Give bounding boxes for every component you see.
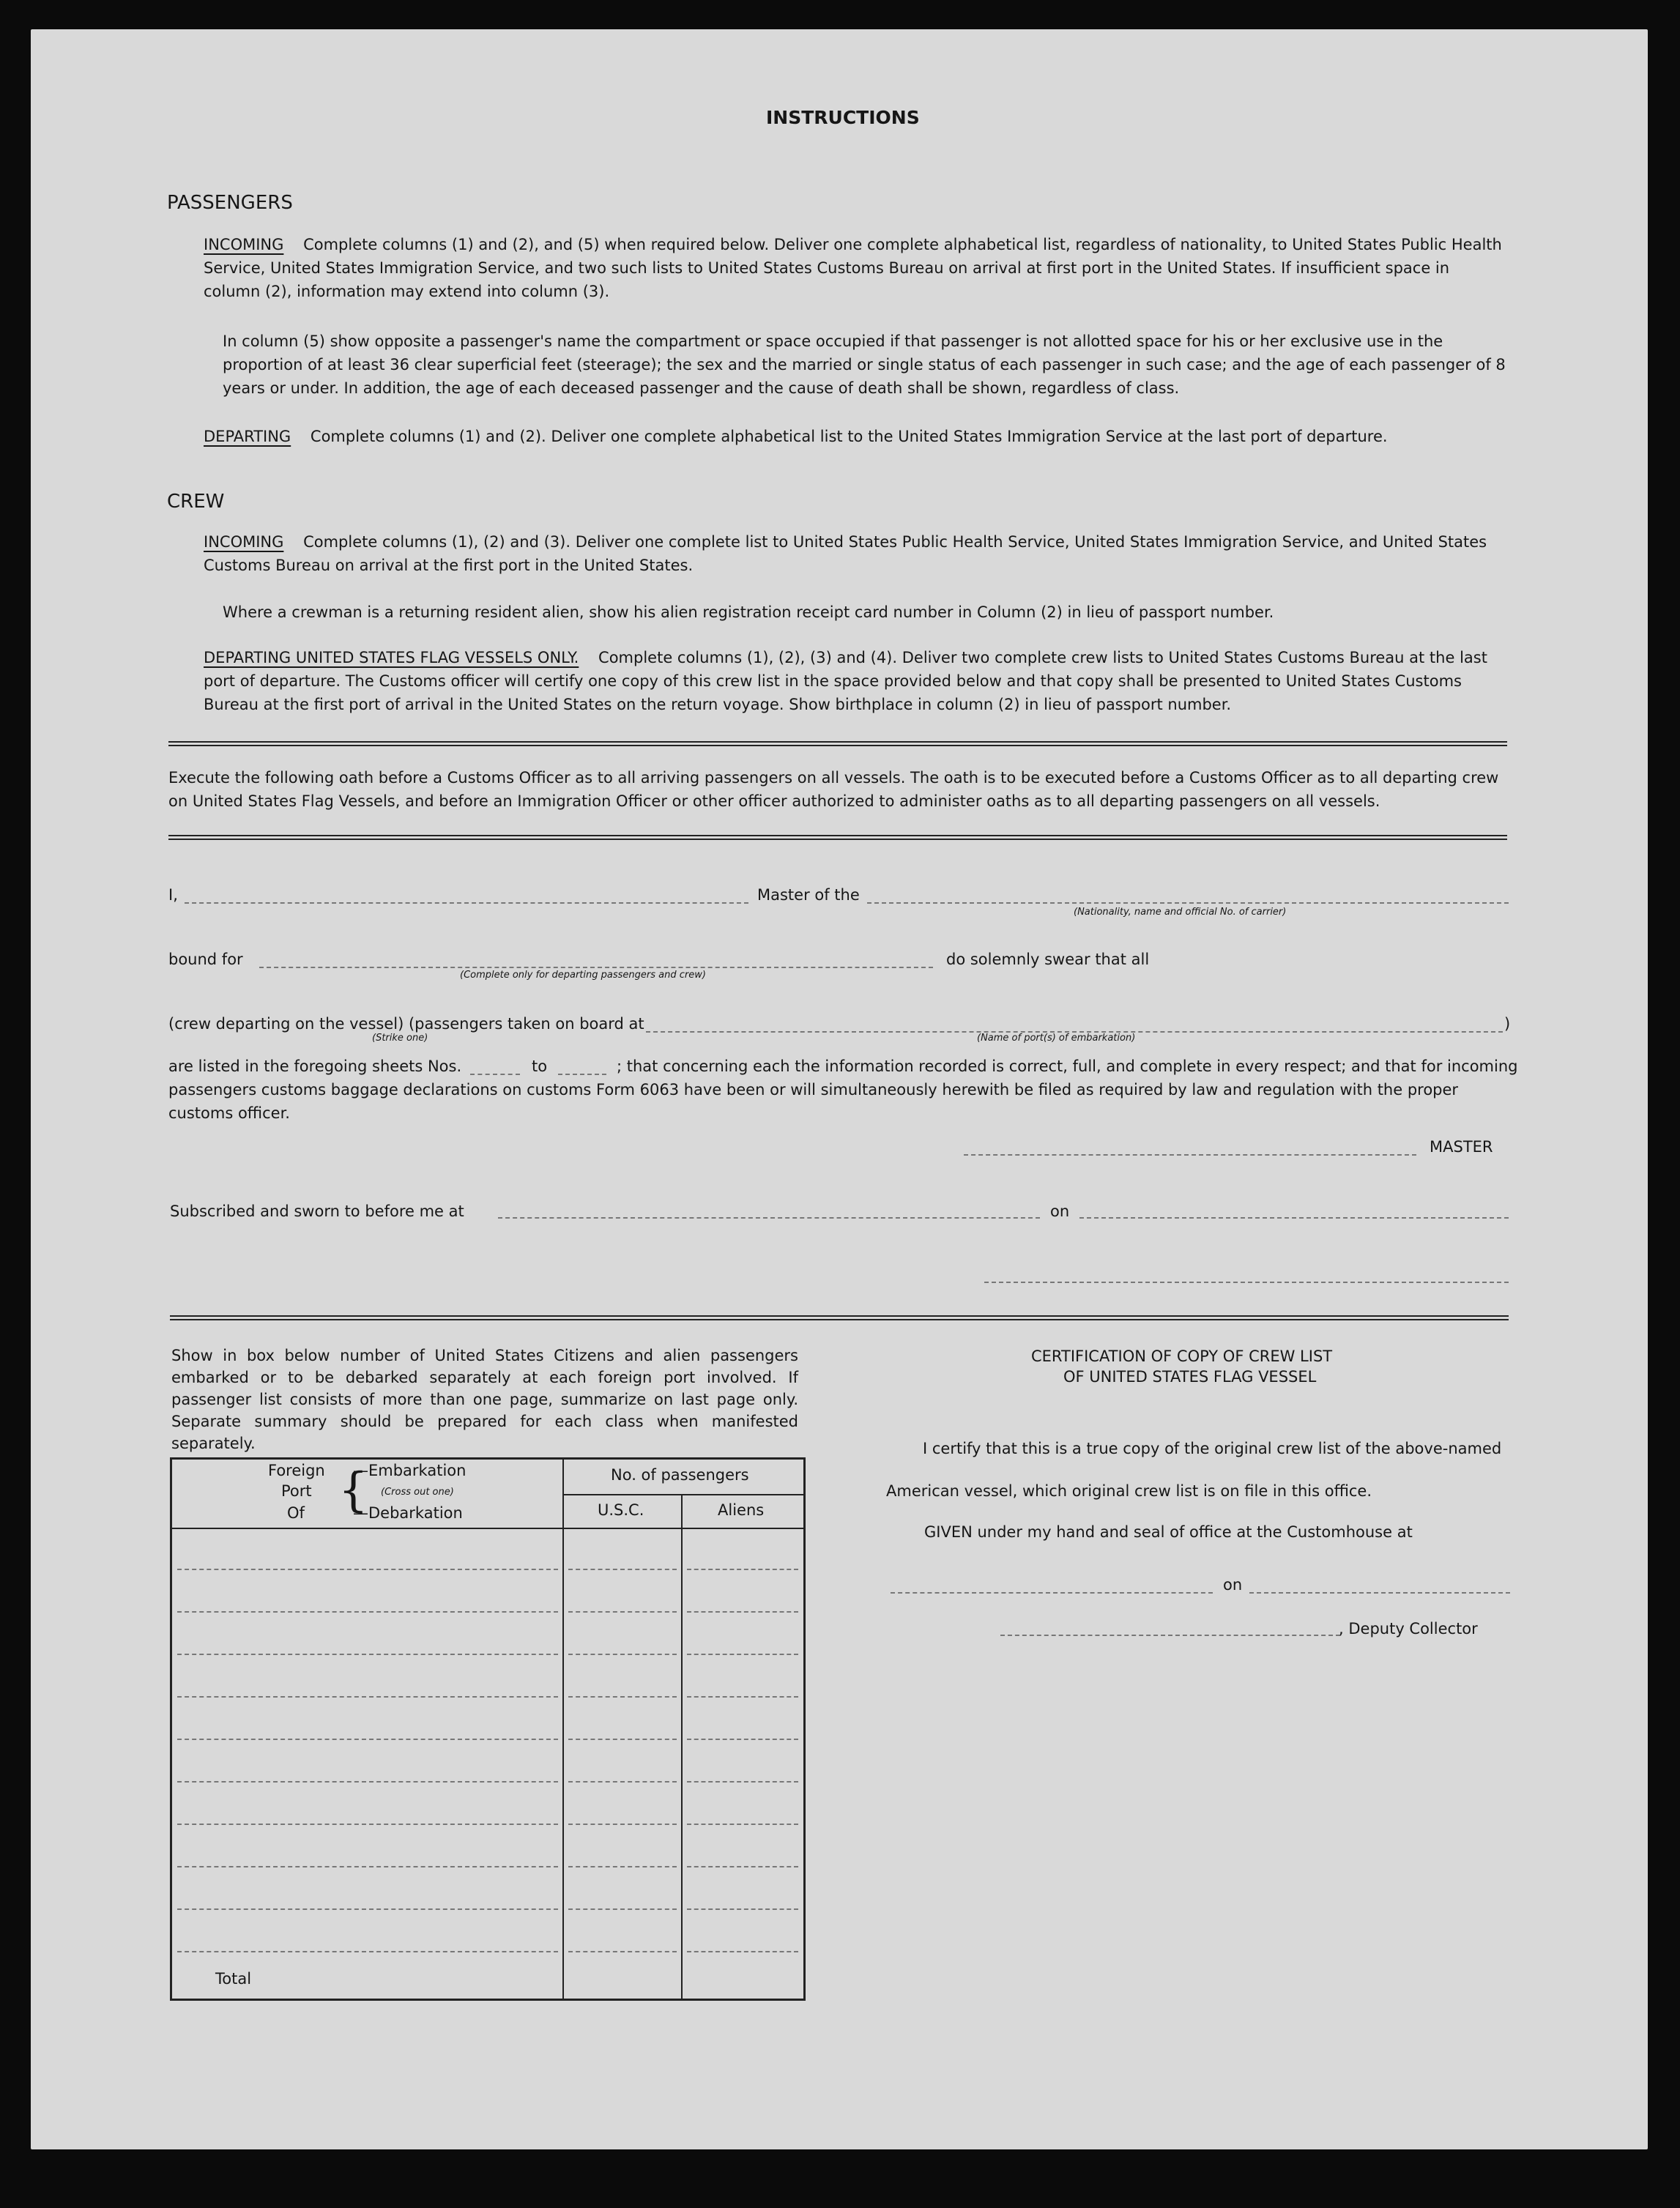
table-row-port-field[interactable] [177, 1569, 558, 1570]
divider-3 [170, 1315, 1509, 1320]
certification-line-2: American vessel, which original crew list is on file in this office. [886, 1482, 1372, 1500]
complete-note: (Complete only for departing passengers and crew) [460, 970, 706, 981]
listed-text-a: are listed in the foregoing sheets Nos. [168, 1057, 462, 1075]
sheet-to-field[interactable] [558, 1074, 606, 1075]
table-row-aliens-field[interactable] [687, 1569, 798, 1570]
table-row-aliens-field[interactable] [687, 1951, 798, 1952]
bound-for-field[interactable] [259, 967, 933, 968]
oath-i-label: I, [168, 886, 178, 904]
master-name-field[interactable] [185, 902, 748, 904]
table-row-usc-field[interactable] [568, 1654, 677, 1655]
table-embarkation: —Embarkation [353, 1462, 467, 1479]
customhouse-field[interactable] [891, 1592, 1213, 1594]
crew-incoming-paragraph [204, 530, 1507, 577]
table-row-aliens-field[interactable] [687, 1781, 798, 1783]
table-row-port-field[interactable] [177, 1781, 558, 1783]
table-row-aliens-field[interactable] [687, 1866, 798, 1867]
table-row-port-field[interactable] [177, 1611, 558, 1613]
table-row-aliens-field[interactable] [687, 1696, 798, 1698]
table-debarkation: —Debarkation [353, 1504, 463, 1522]
listed-text-b: ; that concerning each the information recorded is correct, full, and complete in every respect; and that for incoming [617, 1057, 1518, 1075]
table-row-port-field[interactable] [177, 1824, 558, 1825]
divider-2 [168, 835, 1507, 840]
crew-departing-paragraph [204, 646, 1507, 716]
passengers-departing-text: Complete columns (1) and (2). Deliver one complete alphabetical list to the United States Immigration Service at the last port of departure. [310, 428, 1388, 445]
officer-signature-field[interactable] [984, 1282, 1509, 1283]
table-row-usc-field[interactable] [568, 1696, 677, 1698]
deputy-signature-field[interactable] [1000, 1635, 1340, 1636]
table-cross-out: (Cross out one) [381, 1487, 454, 1498]
table-row-port-field[interactable] [177, 1908, 558, 1910]
table-row-usc-field[interactable] [568, 1824, 677, 1825]
listed-text-c: passengers customs baggage declarations on customs Form 6063 have been or will simultaneously herewith be filed as required by law and regulation with the proper customs officer. [168, 1081, 1459, 1122]
table-header-split [562, 1494, 803, 1495]
passengers-departing-paragraph [204, 425, 1507, 448]
certification-line-3: GIVEN under my hand and seal of office at the Customhouse at [924, 1523, 1413, 1541]
table-row-usc-field[interactable] [568, 1569, 677, 1570]
table-row-usc-field[interactable] [568, 1866, 677, 1867]
certification-title-1: CERTIFICATION OF COPY OF CREW LIST [1031, 1348, 1333, 1365]
crew-departing-text: Complete columns (1), (2), (3) and (4). Deliver two complete crew lists to United States Customs Bureau at the last port of departure. The Customs officer will certify one copy of this crew list in the space provided below and that copy shall be presented to United States Customs Bureau at the first port of arrival in the United States on the return voyage. Show birthplace in column (2) in lieu of passport number. [204, 649, 1487, 713]
master-of-label: Master of the [757, 886, 860, 904]
passengers-heading: PASSENGERS [167, 192, 293, 214]
table-row-aliens-field[interactable] [687, 1908, 798, 1910]
table-row-port-field[interactable] [177, 1951, 558, 1952]
table-aliens: Aliens [718, 1501, 765, 1519]
sworn-place-field[interactable] [498, 1217, 1040, 1219]
passengers-column5-paragraph: In column (5) show opposite a passenger's name the compartment or space occupied if that passenger is not allotted space for his or her exclusive use in the proportion of at least 36 clear superficial feet (steerage); the sex and the married or single status of each passenger in such case; and the age of each passenger of 8 years or under. In addition, the age of each deceased passenger and the cause of death shall be shown, regardless of class. [223, 332, 1506, 397]
deputy-collector-label: , Deputy Collector [1339, 1620, 1478, 1638]
table-row-usc-field[interactable] [568, 1739, 677, 1740]
bound-for-label: bound for [168, 951, 243, 968]
carrier-field[interactable] [867, 902, 1509, 904]
table-col-divider-1 [562, 1457, 564, 1999]
sheet-from-field[interactable] [470, 1074, 520, 1075]
table-no-passengers: No. of passengers [611, 1466, 749, 1484]
table-total: Total [215, 1970, 252, 1988]
crew-incoming-text: Complete columns (1), (2) and (3). Deliver one complete list to United States Public Health Service, United States Immigration Service, and United States Customs Bureau on arrival at the first port in the United States. [204, 533, 1487, 574]
passenger-summary-table [170, 1457, 806, 2001]
sworn-on-label: on [1050, 1202, 1070, 1220]
sworn-date-field[interactable] [1079, 1217, 1509, 1219]
certification-title-2: OF UNITED STATES FLAG VESSEL [1063, 1368, 1317, 1386]
nationality-note: (Nationality, name and official No. of carrier) [1074, 907, 1287, 918]
passengers-departing-label: DEPARTING [204, 428, 291, 445]
port-note: (Name of port(s) of embarkation) [977, 1033, 1136, 1044]
strike-note: (Strike one) [372, 1033, 428, 1044]
certification-on: on [1223, 1576, 1243, 1594]
passengers-incoming-paragraph [204, 233, 1507, 303]
table-port: Port [281, 1482, 312, 1500]
certification-line-1: I certify that this is a true copy of the original crew list of the above-named [923, 1440, 1502, 1457]
crew-departing-label-oath: (crew departing on the vessel) (passengers taken on board at [168, 1015, 644, 1033]
table-row-aliens-field[interactable] [687, 1739, 798, 1740]
swear-label: do solemnly swear that all [946, 951, 1150, 968]
crew-departing-label: DEPARTING UNITED STATES FLAG VESSELS ONLY. [204, 649, 579, 666]
subscribed-label: Subscribed and sworn to before me at [170, 1202, 464, 1220]
page-title: INSTRUCTIONS [766, 107, 920, 128]
table-row-aliens-field[interactable] [687, 1824, 798, 1825]
crew-incoming-label: INCOMING [204, 533, 284, 551]
table-usc: U.S.C. [598, 1501, 644, 1519]
summary-instructions: Show in box below number of United States Citizens and alien passengers embarked or to be debarked separately at each foreign port involved. If passenger list consists of more than one page, summarize on last page only. Separate summary should be prepared for each class when manifested separately. [171, 1347, 798, 1452]
table-row-usc-field[interactable] [568, 1611, 677, 1613]
listed-to: to [532, 1057, 548, 1075]
table-of: Of [287, 1504, 305, 1522]
table-row-port-field[interactable] [177, 1654, 558, 1655]
table-row-port-field[interactable] [177, 1696, 558, 1698]
oath-intro: Execute the following oath before a Customs Officer as to all arriving passengers on all vessels. The oath is to be executed before a Customs Officer as to all departing crew on United States Flag Vessels, and before an Immigration Officer or other officer authorized to administer oaths as to all departing passengers on all vessels. [168, 769, 1499, 810]
brace-icon: { [338, 1463, 368, 1517]
master-signature-field[interactable] [964, 1154, 1416, 1156]
table-row-port-field[interactable] [177, 1739, 558, 1740]
table-row-aliens-field[interactable] [687, 1611, 798, 1613]
passengers-incoming-label: INCOMING [204, 236, 284, 253]
close-paren: ) [1504, 1015, 1511, 1033]
crew-heading: CREW [167, 491, 225, 513]
table-header-bottom [172, 1528, 803, 1529]
table-col-divider-2 [681, 1494, 683, 1999]
crew-alien-paragraph: Where a crewman is a returning resident alien, show his alien registration receipt card number in Column (2) in lieu of passport number. [223, 603, 1274, 621]
table-row-usc-field[interactable] [568, 1951, 677, 1952]
certification-date-field[interactable] [1249, 1592, 1510, 1594]
table-foreign: Foreign [268, 1462, 325, 1479]
table-row-usc-field[interactable] [568, 1781, 677, 1783]
divider-1 [168, 741, 1507, 746]
passengers-incoming-text: Complete columns (1) and (2), and (5) when required below. Deliver one complete alphabetical list, regardless of nationality, to United States Public Health Service, United States Immigration Service, and two such lists to United States Customs Bureau on arrival at first port in the United States. If insufficient space in column (2), information may extend into column (3). [204, 236, 1502, 300]
table-row-aliens-field[interactable] [687, 1654, 798, 1655]
master-label: MASTER [1430, 1138, 1493, 1156]
table-row-port-field[interactable] [177, 1866, 558, 1867]
table-row-usc-field[interactable] [568, 1908, 677, 1910]
